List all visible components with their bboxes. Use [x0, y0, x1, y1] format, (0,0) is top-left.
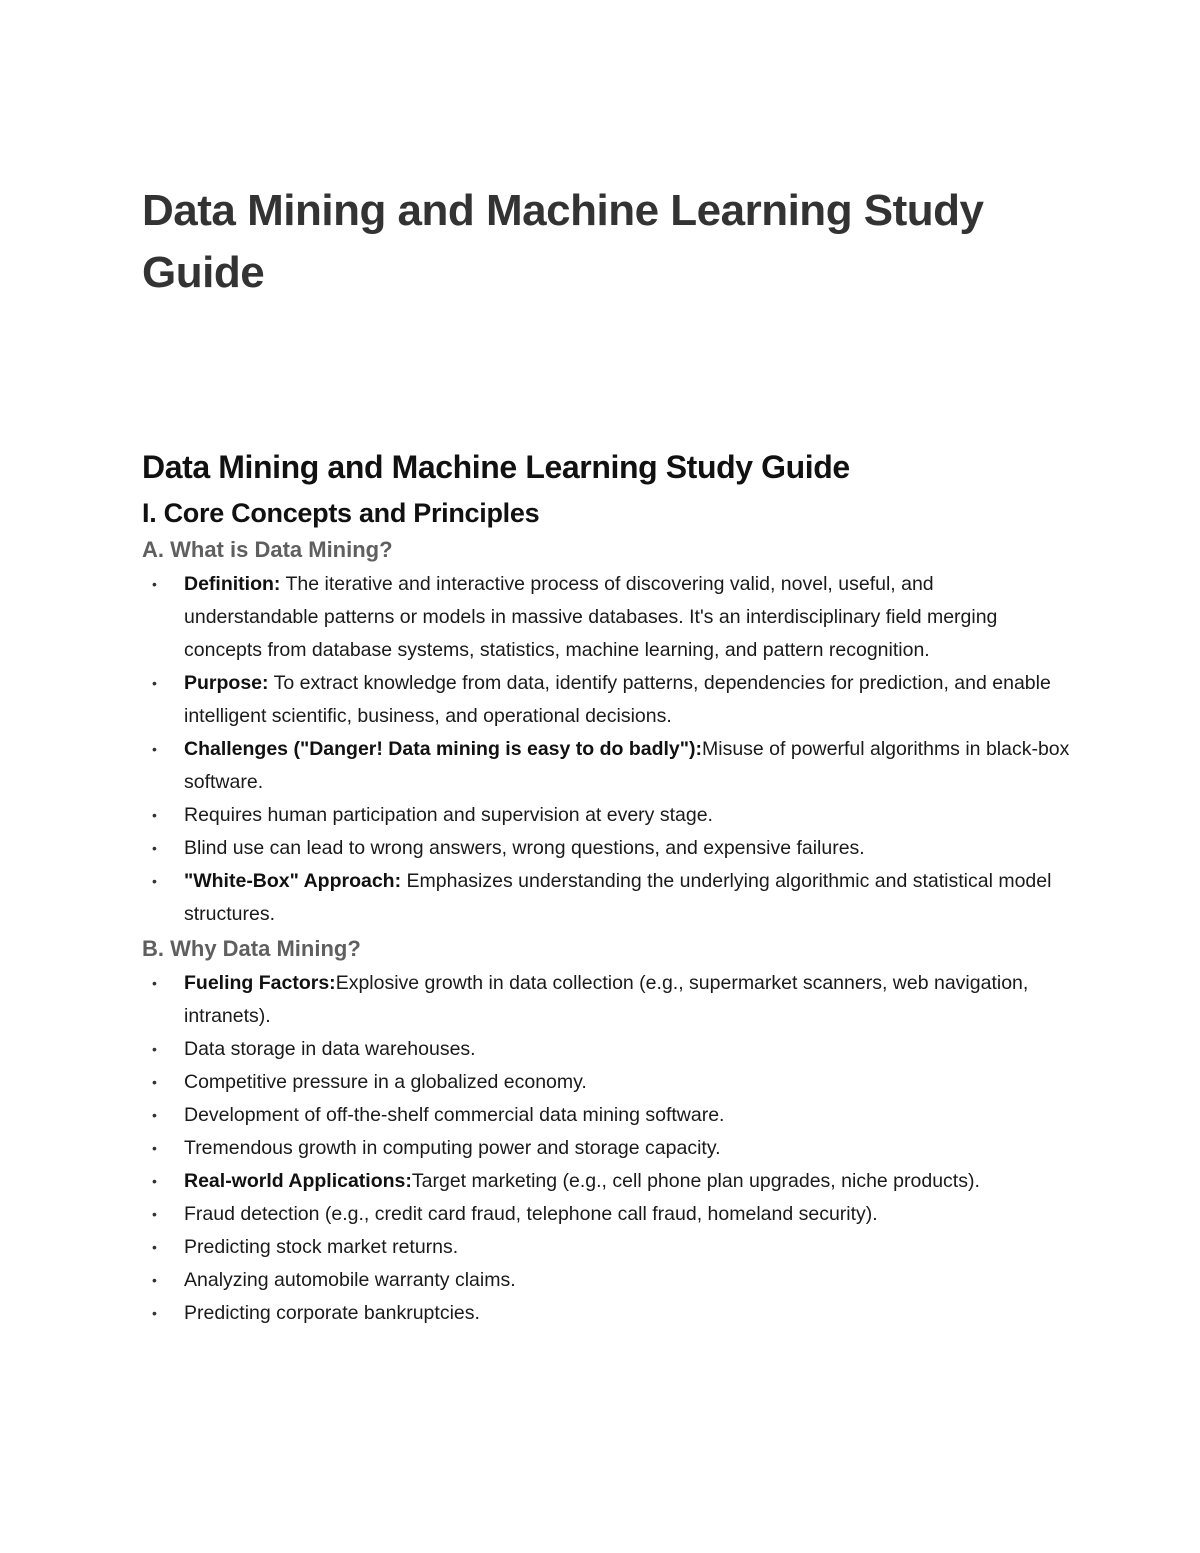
list-item-text: Tremendous growth in computing power and storage capacity.: [184, 1137, 721, 1159]
content-heading: Data Mining and Machine Learning Study Guide: [142, 449, 850, 485]
list-item: [142, 1099, 1072, 1132]
bullet-icon: •: [152, 1140, 157, 1156]
list-item-text: Data storage in data warehouses.: [184, 1038, 476, 1060]
list-item-text: Blind use can lead to wrong answers, wrong questions, and expensive failures.: [184, 837, 865, 859]
section-heading-core-concepts: I. Core Concepts and Principles: [142, 498, 540, 528]
list-item: [142, 832, 1072, 865]
document-content: [142, 444, 1072, 1330]
list-item: [142, 1033, 1072, 1066]
list-item: [142, 1165, 1072, 1198]
list-item: [142, 1132, 1072, 1165]
bullet-icon: •: [152, 840, 157, 856]
bullet-icon: •: [152, 1206, 157, 1222]
bullet-list-what-is-data-mining: [142, 568, 1072, 931]
list-item-label: Fueling Factors:: [184, 972, 336, 994]
list-item-text: Target marketing (e.g., cell phone plan upgrades, niche products).: [411, 1170, 980, 1192]
list-item-text: Analyzing automobile warranty claims.: [184, 1269, 516, 1291]
list-item-text: Competitive pressure in a globalized economy.: [184, 1071, 587, 1093]
bullet-icon: •: [152, 1272, 157, 1288]
list-item-text: Misuse of powerful algorithms in black-box software.: [184, 738, 1070, 793]
list-item-label: Real-world Applications:: [184, 1170, 412, 1192]
list-item: [142, 667, 1072, 733]
document-title: Data Mining and Machine Learning Study Guide: [142, 186, 984, 297]
bullet-icon: •: [152, 873, 157, 889]
list-item-text: The iterative and interactive process of discovering valid, novel, useful, and understandable patterns or models in massive databases. It's an interdisciplinary field merging concepts from database systems, statistics, machine learning, and pattern recognition.: [184, 573, 998, 661]
list-item-label: Purpose:: [184, 672, 269, 694]
bullet-icon: •: [152, 1041, 157, 1057]
bullet-icon: •: [152, 1173, 157, 1189]
list-item-text: To extract knowledge from data, identify patterns, dependencies for prediction, and enable intelligent scientific, business, and operational decisions.: [184, 672, 1051, 727]
list-item-text: Emphasizes understanding the underlying algorithmic and statistical model structures.: [184, 870, 1052, 925]
bullet-icon: •: [152, 576, 157, 592]
subsection-heading-what-is-data-mining: A. What is Data Mining?: [142, 537, 393, 562]
bullet-icon: •: [152, 975, 157, 991]
bullet-icon: •: [152, 675, 157, 691]
bullet-icon: •: [152, 1074, 157, 1090]
list-item-text: Predicting corporate bankruptcies.: [184, 1302, 480, 1324]
bullet-icon: •: [152, 741, 157, 757]
bullet-icon: •: [152, 807, 157, 823]
bullet-icon: •: [152, 1239, 157, 1255]
list-item-label: "White-Box" Approach:: [184, 870, 402, 892]
list-item-text: Requires human participation and supervision at every stage.: [184, 804, 713, 826]
list-item-label: Definition:: [184, 573, 281, 595]
list-item-text: Predicting stock market returns.: [184, 1236, 459, 1258]
list-item-text: Explosive growth in data collection (e.g., supermarket scanners, web navigation, intranets).: [184, 972, 1029, 1027]
list-item: [142, 967, 1072, 1033]
list-item-text: Development of off-the-shelf commercial data mining software.: [184, 1104, 725, 1126]
list-item: [142, 1264, 1072, 1297]
list-item: [142, 1231, 1072, 1264]
subsection-heading-why-data-mining: B. Why Data Mining?: [142, 936, 361, 961]
list-item: [142, 568, 1072, 667]
list-item: [142, 799, 1072, 832]
list-item: [142, 733, 1072, 799]
bullet-list-why-data-mining: [142, 967, 1072, 1330]
list-item: [142, 1297, 1072, 1330]
list-item-label: Challenges ("Danger! Data mining is easy to do badly"):: [184, 738, 702, 760]
bullet-icon: •: [152, 1305, 157, 1321]
list-item: [142, 865, 1072, 931]
list-item: [142, 1066, 1072, 1099]
list-item-text: Fraud detection (e.g., credit card fraud, telephone call fraud, homeland security).: [184, 1203, 878, 1225]
bullet-icon: •: [152, 1107, 157, 1123]
list-item: [142, 1198, 1072, 1231]
